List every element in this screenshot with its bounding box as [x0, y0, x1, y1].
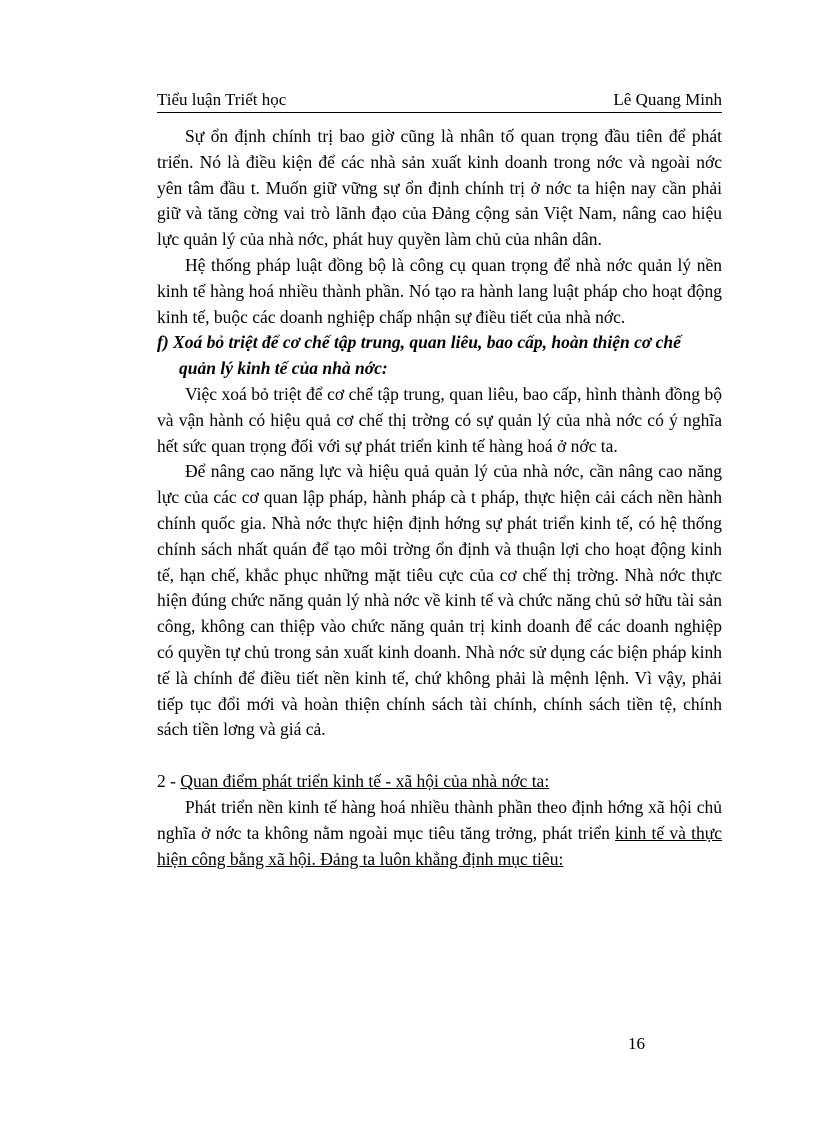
- paragraph-legal-system: Hệ thống pháp luật đồng bộ là công cụ quan trọng để nhà nớc quản lý nền kinh tế hàng hoá nhiều thành phần. Nó tạo ra hành lang luật pháp cho hoạt động kinh tế, buộc các doanh nghiệp chấp nhận sự điều tiết của nhà nớc.: [157, 254, 722, 327]
- section-heading-f-line1: f) Xoá bỏ triệt để cơ chế tập trung, quan liêu, bao cấp, hoàn thiện cơ chế: [157, 332, 681, 353]
- body-text: [157, 124, 722, 872]
- paragraph-abolish-subsidy: Việc xoá bỏ triệt để cơ chế tập trung, quan liêu, bao cấp, hình thành đồng bộ và vận hành có hiệu quả cơ chế thị trờng có sự quản lý của nhà nớc có ý nghĩa hết sức quan trọng đối với sự phát triển kinh tế hàng hoá ở nớc ta.: [157, 383, 722, 456]
- section-heading-f-line2: quản lý kinh tế của nhà nớc:: [179, 358, 388, 379]
- paragraph-management-capacity: Để nâng cao năng lực và hiệu quả quản lý của nhà nớc, cần nâng cao năng lực của các cơ quan lập pháp, hành pháp cà t pháp, thực hiện cải cách nền hành chính quốc gia. Nhà nớc thực hiện định hớng sự phát triển kinh tế, có hệ thống chính sách nhất quán để tạo môi trờng ổn định và thuận lợi cho hoạt động kinh tế, hạn chế, khắc phục những mặt tiêu cực của cơ chế thị trờng. Nhà nớc thực hiện đúng chức năng quản lý nhà nớc về kinh tế và chức năng chủ sở hữu tài sản công, không can thiệp vào chức năng quản trị kinh doanh để các doanh nghiệp có quyền tự chủ trong sản xuất kinh doanh. Nhà nớc sử dụng các biện pháp kinh tế là chính để điều tiết nền kinh tế, chứ không phải là mệnh lệnh. Vì vậy, phải tiếp tục đổi mới và hoàn thiện chính sách tài chính, chính sách tiền tệ, chính sách tiền lơng và giá cả.: [157, 461, 722, 740]
- section-heading-2: [157, 769, 722, 795]
- section-heading-2-number: 2 -: [157, 771, 181, 792]
- header-author: Lê Quang Minh: [613, 90, 722, 109]
- paragraph-political-stability: Sự ổn định chính trị bao giờ cũng là nhân tố quan trọng đầu tiên để phát triển. Nó là điều kiện để các nhà sản xuất kinh doanh trong nớc và ngoài nớc yên tâm đầu t. Muốn giữ vững sự ổn định chính trị ở nớc ta hiện nay cần phải giữ và tăng cờng vai trò lãnh đạo của Đảng cộng sản Việt Nam, nâng cao hiệu lực quản lý của nhà nớc, phát huy quyền làm chủ của nhân dân.: [157, 126, 722, 250]
- spacer: [157, 743, 722, 769]
- section-heading-f: [157, 330, 722, 382]
- page-header: [157, 88, 722, 113]
- paragraph-development-goal-text: Phát triển nền kinh tế hàng hoá nhiều thành phần theo định hớng xã hội chủ nghĩa ở nớc ta không nằm ngoài mục tiêu tăng trởng, phát triển: [157, 796, 722, 843]
- paragraph-development-goal: [157, 795, 722, 872]
- paragraph-development-goal-underlined: kinh tế và thực hiện công bằng xã hội. Đảng ta luôn khẳng định mục tiêu:: [157, 822, 723, 869]
- section-heading-2-title: Quan điểm phát triển kinh tế - xã hội của nhà nớc ta:: [180, 771, 550, 792]
- header-title: Tiểu luận Triết học: [157, 90, 287, 109]
- page-number: 16: [628, 1034, 645, 1053]
